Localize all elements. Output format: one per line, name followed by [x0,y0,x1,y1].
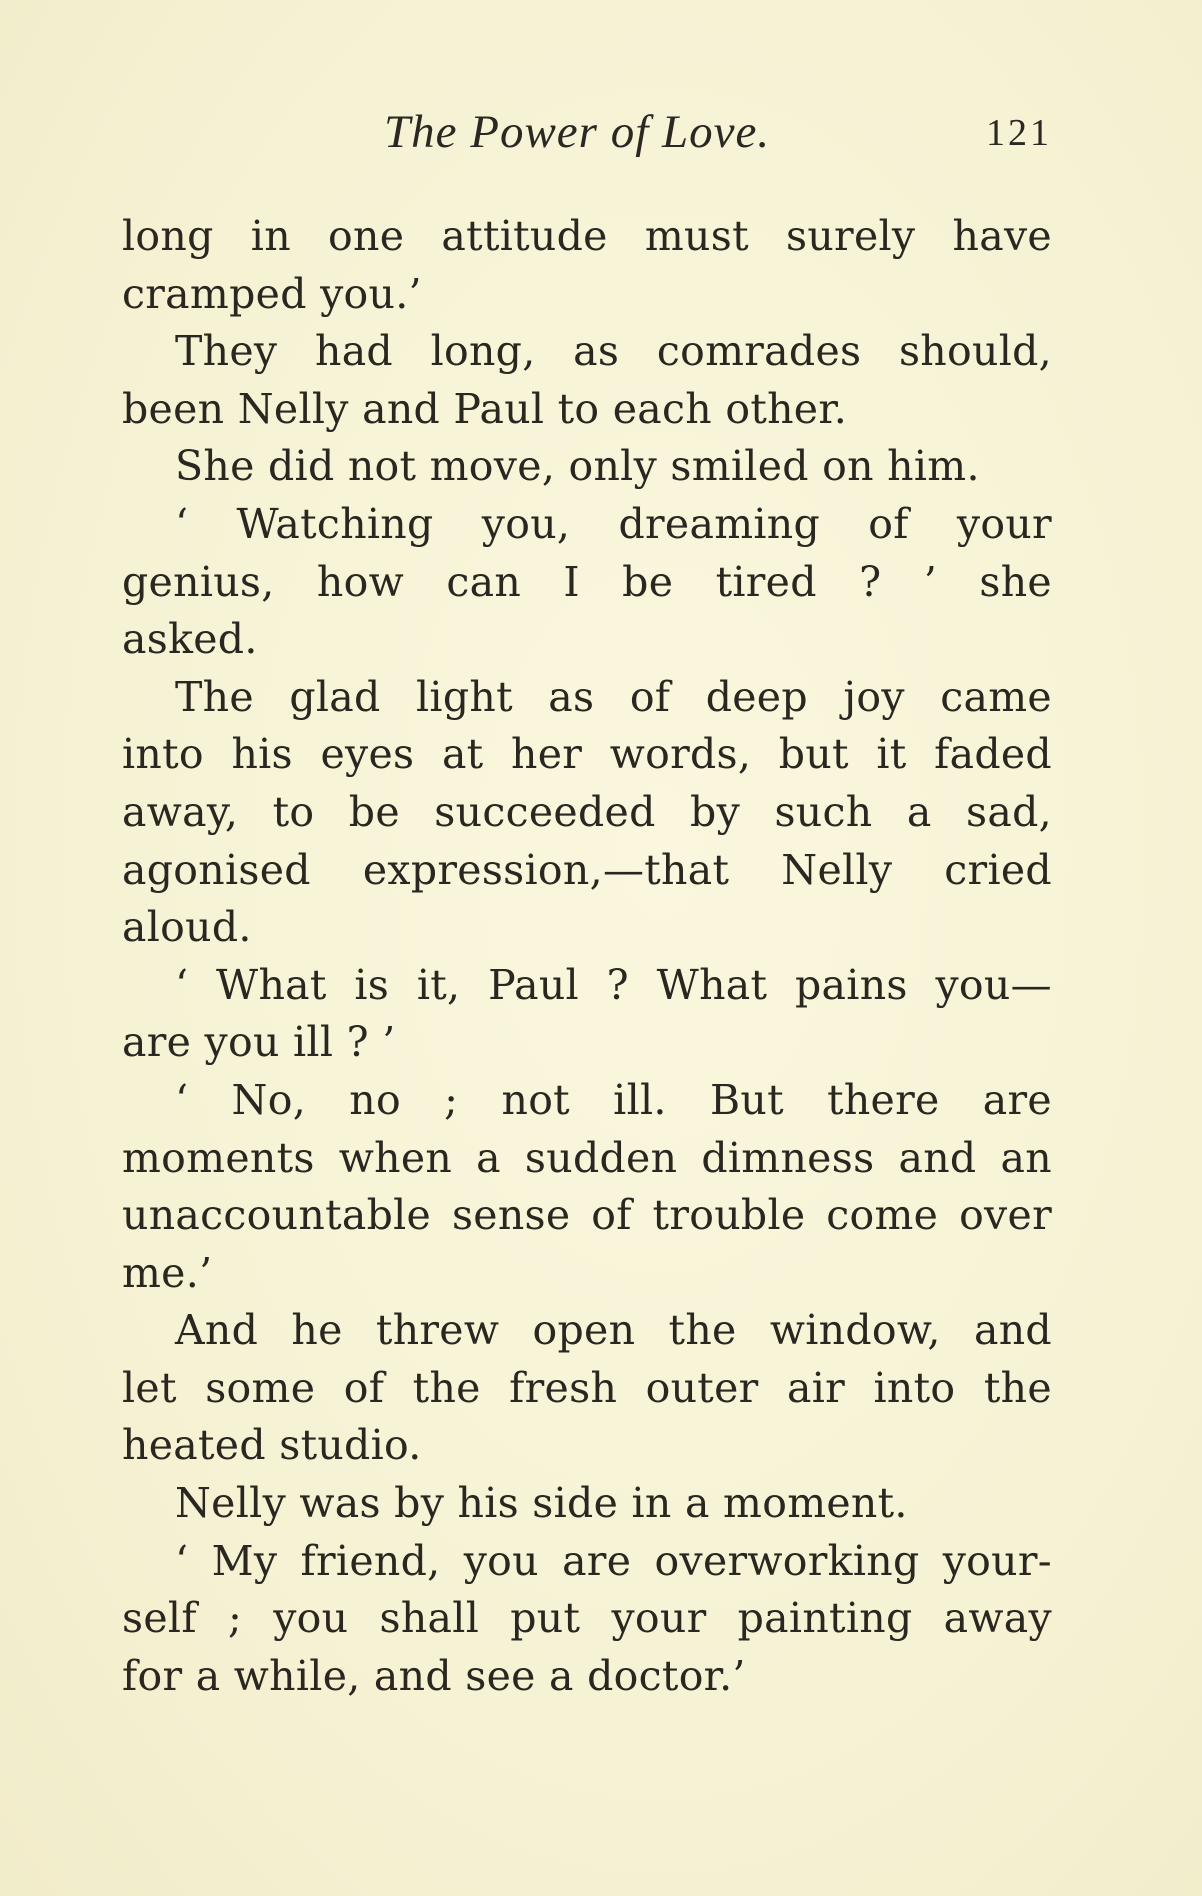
word: ; [444,1075,459,1124]
word: outer [645,1363,759,1412]
text-line [122,784,1052,842]
word: you [273,1594,349,1643]
word: is [354,960,390,1009]
word: away [943,1594,1052,1643]
word: shall [379,1594,480,1643]
text-line: cramped you.’ [122,269,422,318]
word: expression,—that [362,845,730,894]
word: Nelly [781,845,893,894]
word: and [973,1306,1052,1355]
word: ill. [613,1075,667,1124]
word: there [827,1075,940,1124]
word: a [906,787,932,836]
word: an [1000,1133,1052,1182]
text-line [122,1590,1052,1648]
word: friend, [300,1536,441,1585]
word: into [873,1363,956,1412]
word: No, [231,1075,307,1124]
word: air [787,1363,846,1412]
word: come [826,1191,939,1240]
word: are [982,1075,1052,1124]
word: a [476,1133,501,1182]
word: how [316,557,405,606]
word: of [629,672,671,721]
word: glad [289,672,381,721]
word: of [868,499,909,548]
word: away, [122,787,239,836]
word: be [348,787,400,836]
word: must [644,212,749,260]
word: trouble [652,1191,806,1240]
word: you [463,1536,539,1585]
word: threw [375,1306,500,1355]
word: have [952,212,1052,260]
word: no [349,1075,401,1124]
word: of [591,1191,632,1240]
word: succeeded [434,787,656,836]
word: genius, [122,557,275,606]
text-line [122,1187,1052,1245]
text-line [122,669,1052,727]
text-line: Nelly was by his side in a moment. [175,1479,908,1528]
text-line: me.’ [122,1248,213,1297]
word: And [175,1306,259,1355]
text-line: heated studio. [122,1421,422,1470]
word: it, [416,960,461,1009]
word: should, [898,327,1052,376]
word: can [446,557,522,606]
text-line [122,1302,1052,1360]
text-line [122,496,1052,554]
word: such [774,787,873,836]
word: What [656,960,768,1009]
word: as [548,672,595,721]
word: sad, [965,787,1052,836]
word: as [573,327,620,376]
word: The [175,672,254,721]
text-line [122,1130,1052,1188]
word: ‘ [175,1075,189,1124]
word: open [532,1306,636,1355]
word: the [412,1363,481,1412]
word: not [501,1075,570,1124]
word: your- [942,1536,1052,1585]
word: painting [737,1594,913,1643]
word: I [563,557,580,606]
word: Watching [236,499,434,548]
word: you, [481,499,571,548]
word: put [510,1594,581,1643]
text-line [122,323,1052,381]
word: he [291,1306,343,1355]
word: window, [769,1306,941,1355]
word: ‘ [175,1536,189,1585]
word: of [343,1363,385,1412]
word: dreaming [618,499,821,548]
word: when [338,1133,453,1182]
word: ’ [923,557,938,606]
word: in [250,212,291,260]
word: your [956,499,1052,548]
word: his [231,730,293,779]
word: agonised [122,845,311,894]
word: and [898,1133,977,1182]
word: the [983,1363,1052,1412]
text-line [122,957,1052,1015]
word: sense [451,1191,571,1240]
word: let [122,1363,177,1412]
word: at [441,730,484,779]
word: unaccountable [122,1191,432,1240]
word: moments [122,1133,315,1182]
text-line: She did not move, only smiled on him. [175,442,980,491]
word: it [876,730,907,779]
page-header [122,105,1052,165]
word: sudden [524,1133,678,1182]
word: some [205,1363,316,1412]
word: self [122,1594,197,1643]
word: had [314,327,393,376]
word: But [709,1075,784,1124]
word: ‘ [175,499,189,548]
word: are [562,1536,632,1585]
word: faded [934,730,1052,779]
word: comrades [656,327,862,376]
word: Paul [488,960,579,1009]
word: ? [606,960,629,1009]
word: by [690,787,741,836]
running-title: The Power of Love. [384,106,771,158]
word: joy [843,672,905,721]
word: My [211,1536,278,1585]
word: but [778,730,849,779]
text-line: aloud. [122,903,252,952]
word: cried [944,845,1052,894]
text-line [122,208,1052,266]
word: What [216,960,327,1009]
word: long [122,212,214,260]
text-line: for a while, and see a doctor.’ [122,1651,746,1700]
word: They [175,327,278,376]
word: ? [859,557,882,606]
word: her [511,730,583,779]
word: dimness [701,1133,875,1182]
text-line: are you ill ? ’ [122,1018,396,1067]
word: long, [430,327,536,376]
text-line [122,1533,1052,1591]
word: deep [705,672,808,721]
text-line [122,842,1052,900]
word: surely [786,212,916,260]
word: she [979,557,1052,606]
word: to [272,787,315,836]
word: tired [715,557,817,606]
word: pains [795,960,908,1009]
word: your [611,1594,707,1643]
word: over [959,1191,1052,1240]
body-text [122,208,1052,1705]
word: came [940,672,1052,721]
word: be [622,557,674,606]
word: one [328,212,405,260]
text-line: been Nelly and Paul to each other. [122,384,848,433]
text-line [122,726,1052,784]
word: fresh [509,1363,618,1412]
page-number: 121 [986,112,1052,154]
word: you— [935,960,1052,1009]
text-line [122,1360,1052,1418]
word: attitude [441,212,608,260]
word: eyes [320,730,415,779]
word: into [122,730,204,779]
word: words, [609,730,752,779]
word: light [416,672,513,721]
word: ; [227,1594,243,1643]
word: the [668,1306,737,1355]
word: ‘ [175,960,189,1009]
text-line [122,1072,1052,1130]
text-line [122,554,1052,612]
text-line: asked. [122,615,258,664]
word: overworking [654,1536,920,1585]
